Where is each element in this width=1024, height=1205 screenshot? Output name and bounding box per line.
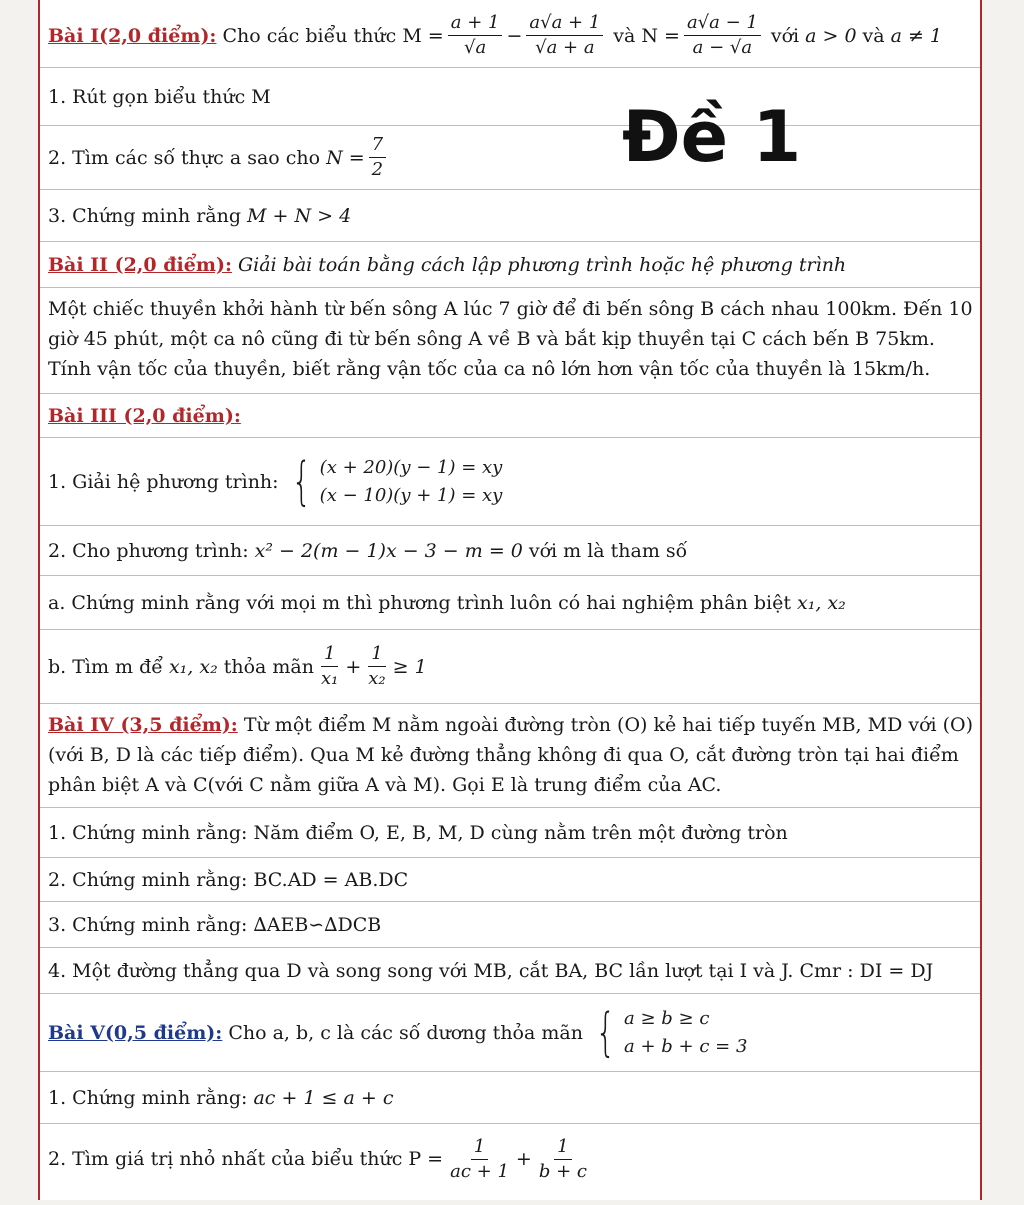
bai3-header-row xyxy=(40,394,980,438)
bai5-q1-text: 1. Chứng minh rằng: xyxy=(48,1086,248,1109)
bai3-qb-roots: x₁, x₂ xyxy=(168,655,218,678)
bai5-q2-row xyxy=(40,1124,980,1194)
and-word: và xyxy=(613,24,636,47)
bai5-q2-lhs: P = xyxy=(408,1148,444,1170)
condition-1: a > 0 xyxy=(805,24,857,47)
bai4-q4: 4. Một đường thẳng qua D và song song với MB, cắt BA, BC lần lượt tại I và J. Cmr : DI = DJ xyxy=(48,959,934,982)
condition-2: a ≠ 1 xyxy=(890,24,943,47)
system-eq-1: (x + 20)(y − 1) = xy xyxy=(319,456,503,478)
bai4-q1-row xyxy=(40,808,980,858)
bai3-q2-tail: với m là tham số xyxy=(528,539,688,562)
plus-sign: + xyxy=(345,655,362,678)
cond-word: với xyxy=(770,24,800,47)
bai4-title: Bài IV (3,5 điểm): xyxy=(48,714,238,736)
plus-sign: + xyxy=(515,1148,532,1170)
bai3-qa-text: a. Chứng minh rằng với mọi m thì phương trình luôn có hai nghiệm phân biệt xyxy=(48,591,792,614)
bai3-q2-equation: x² − 2(m − 1)x − 3 − m = 0 xyxy=(254,539,523,562)
bai4-q1: 1. Chứng minh rằng: Năm điểm O, E, B, M, D cùng nằm trên một đường tròn xyxy=(48,821,788,844)
bai3-qa-row xyxy=(40,576,980,630)
bai4-q3-row xyxy=(40,902,980,948)
exam-number-badge: Đề 1 xyxy=(622,96,802,178)
bai3-qa-roots: x₁, x₂ xyxy=(797,591,846,614)
bai1-header-row xyxy=(40,4,980,68)
bai3-q2-row xyxy=(40,526,980,576)
bai4-q2-row xyxy=(40,858,980,902)
minus-sign: − xyxy=(506,24,523,47)
system-eq-1: a ≥ b ≥ c xyxy=(624,1007,710,1029)
bai2-body-row xyxy=(40,288,980,394)
bai3-qb-mid: thỏa mãn xyxy=(223,655,314,678)
exam-page xyxy=(38,0,982,1200)
bai3-q2-text: 2. Cho phương trình: xyxy=(48,539,249,562)
bai2-title: Bài II (2,0 điểm): xyxy=(48,253,232,276)
system-eq-2: a + b + c = 3 xyxy=(624,1035,748,1057)
bai4-body-row xyxy=(40,704,980,808)
seven-halves-fraction: $\frac{7}{2}$ xyxy=(369,133,386,182)
n-fraction: $\frac{a√a - 1}{a - √a}$ xyxy=(684,11,761,60)
bai1-q2-lhs: N = xyxy=(326,146,365,169)
m-fraction-2: $\frac{a√a + 1}{√a + a}$ xyxy=(526,11,603,60)
bai3-q1-text: 1. Giải hệ phương trình: xyxy=(48,470,279,493)
cond-and: và xyxy=(862,24,885,47)
bai2-header-row xyxy=(40,242,980,288)
bai2-subtitle: Giải bài toán bằng cách lập phương trình hoặc hệ phương trình xyxy=(237,253,847,276)
bai1-q1-row xyxy=(40,68,980,126)
n-label: N = xyxy=(641,24,680,47)
bai1-q1: 1. Rút gọn biểu thức M xyxy=(48,85,271,108)
bai5-q1-row xyxy=(40,1072,980,1124)
bai4-q2: 2. Chứng minh rằng: BC.AD = AB.DC xyxy=(48,868,409,891)
bai1-title: Bài I(2,0 điểm): xyxy=(48,24,217,47)
reciprocal-x2-fraction: $\frac{1}{\text{x₂}}$ xyxy=(368,643,386,689)
bai1-q3-expr: M + N > 4 xyxy=(247,204,352,227)
bai5-intro: Cho a, b, c là các số dương thỏa mãn xyxy=(228,1021,583,1044)
bai1-intro: Cho các biểu thức xyxy=(222,24,397,47)
equation-system-2 xyxy=(589,1002,748,1063)
bai4-body: Từ một điểm M nằm ngoài đường tròn (O) kẻ hai tiếp tuyến MB, MD với (O)(với B, D là các tiếp điểm). Qua M kẻ đường thẳng không đi qua O, cắt đường tròn tại hai điểm phân biệt A và C(với C nằm giữa A và M). Gọi E là trung điểm của AC. xyxy=(48,714,974,796)
bai3-qb-text: b. Tìm m để xyxy=(48,655,163,678)
bai5-header-row xyxy=(40,994,980,1072)
bai2-body: Một chiếc thuyền khởi hành từ bến sông A lúc 7 giờ để đi bến sông B cách nhau 100km. Đến 10 giờ 45 phút, một ca nô cũng đi từ bến sông A về B và bắt kịp thuyền tại C cách bến B 75km. Tính vận tốc của thuyền, biết rằng vận tốc của ca nô lớn hơn vận tốc của thuyền là 15km/h. xyxy=(48,298,973,380)
equation-system-1 xyxy=(285,451,503,512)
bai5-q2-text: 2. Tìm giá trị nhỏ nhất của biểu thức xyxy=(48,1148,403,1170)
reciprocal-x1-fraction: $\frac{1}{\text{x₁}}$ xyxy=(320,643,339,689)
bai5-q1-expr: ac + 1 ≤ a + c xyxy=(253,1086,394,1109)
bai1-q3-row xyxy=(40,190,980,242)
bai1-q2-row xyxy=(40,126,980,190)
system-eq-2: (x − 10)(y + 1) = xy xyxy=(319,484,503,506)
bai3-q1-row xyxy=(40,438,980,526)
m-label: M = xyxy=(402,24,444,47)
m-fraction-1: $\frac{a + 1}{√a}$ xyxy=(448,11,503,60)
bai3-qb-row xyxy=(40,630,980,704)
bai5-title: Bài V(0,5 điểm): xyxy=(48,1021,223,1044)
brace-icon: { xyxy=(595,1002,616,1063)
bai4-q3: 3. Chứng minh rằng: ∆AEB∽∆DCB xyxy=(48,913,382,936)
bai4-q4-row xyxy=(40,948,980,994)
bai3-title: Bài III (2,0 điểm): xyxy=(48,404,241,427)
bai1-q3-text: 3. Chứng minh rằng xyxy=(48,204,242,227)
bai1-q2-text: 2. Tìm các số thực a sao cho xyxy=(48,146,321,169)
p-fraction-1: $\frac{1}{ac + 1}$ xyxy=(450,1135,509,1182)
p-fraction-2: $\frac{1}{b + c}$ xyxy=(538,1135,587,1182)
brace-icon: { xyxy=(291,451,312,512)
bai3-qb-tail: ≥ 1 xyxy=(392,655,427,678)
